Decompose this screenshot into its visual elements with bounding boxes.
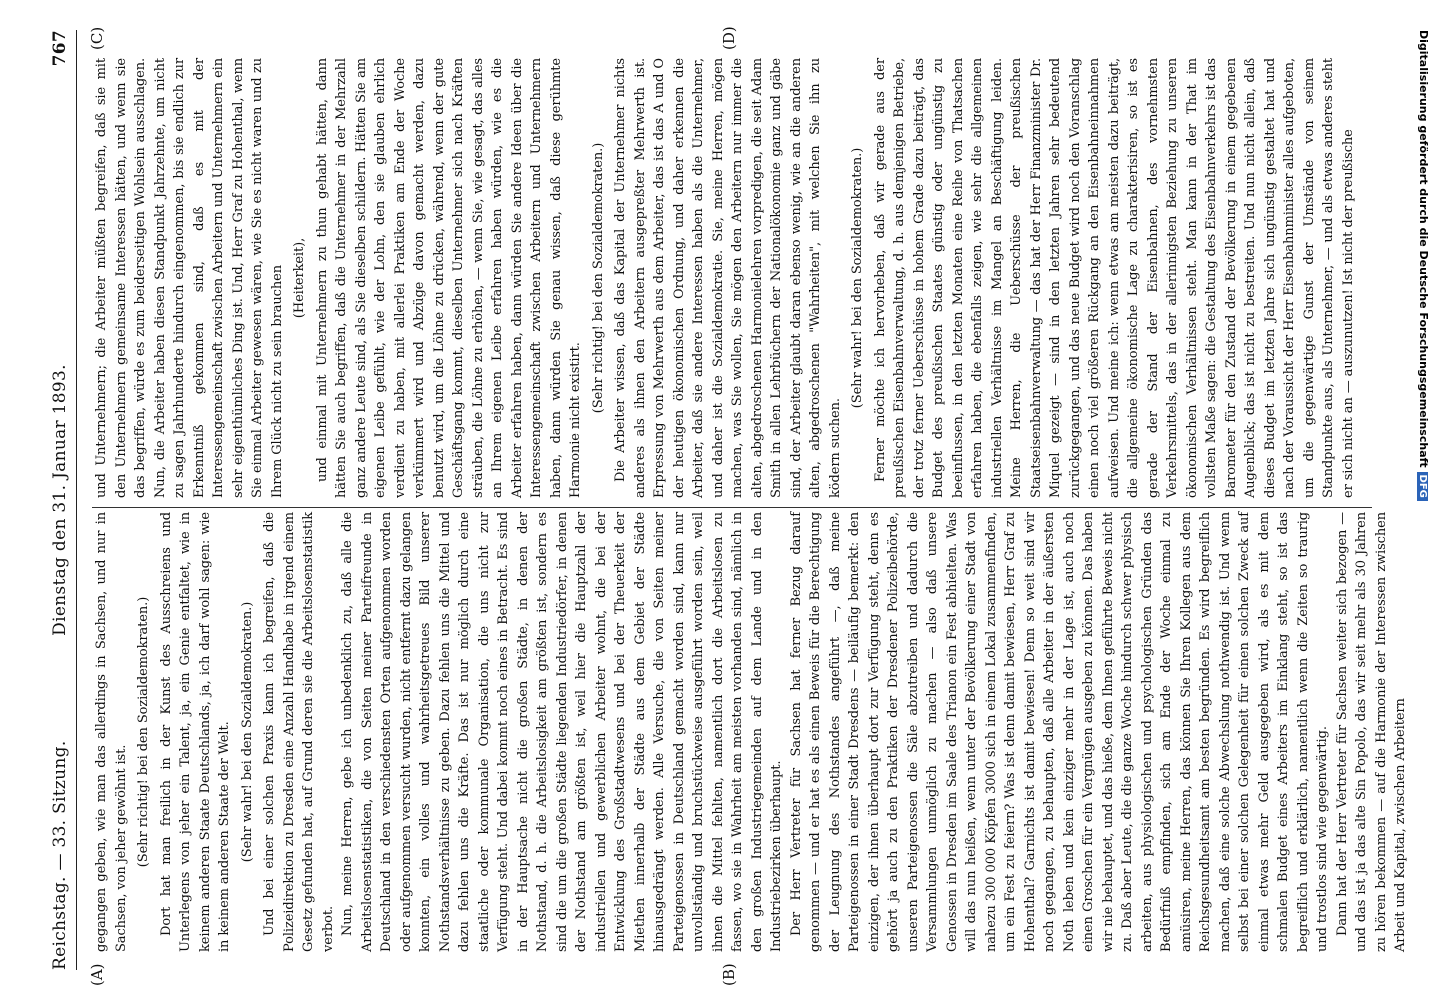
page-number: 767: [50, 30, 70, 67]
column-divider: [92, 507, 1372, 508]
interjection: (Heiterkeit),: [292, 237, 307, 319]
paragraph: und einmal mit Unternehmern zu thun gehabt hätten, dann hätten Sie auch begriffen, daß die Unternehmer in der Mehrzahl ganz andere Leute sind, als Sie dieselben schildern. Hätten Sie am eigenen Leibe gefühlt, wie der Lohn, den sie glauben ehrlich verdient zu haben, mit allerlei Praktiken am Ende der Woche verkümmert wird und Abzüge davon gemacht werden, dazu benutzt wird, um die Löhne zu drücken, während, wenn der gute Geschäftsgang kommt, dieselben Unternehmer sich nach Kräften sträuben, die Löhne zu erhöhen, — wenn Sie, wie gesagt, das alles an Ihrem eigenen Leibe erfahren haben würden, wie es die Arbeiter erfahren haben, dann würden Sie andere Ideen über die Interessengemeinschaft zwischen Arbeitern und Unternehmern haben, dann würden Sie genau wissen, daß diese gerühmte Harmonie nicht existirt.: [314, 58, 583, 498]
paragraph: und Unternehmern; die Arbeiter müßten begreifen, daß sie mit den Unternehmern gemeinsame Interessen hätten, und wenn sie das begriffen, würde es zum beiderseitigen Wohlsein ausschlagen. Nun, die Arbeiter haben diesen Standpunkt Jahrzehnte, um nicht zu sagen Jahrhunderte hindurch eingenommen, bis sie endlich zur Erkenntniß gekommen sind, daß es mit der Interessengemeinschaft zwischen Arbeitern und Unternehmern ein sehr eigenthümliches Ding ist. Und, Herr Graf zu Hohenthal, wenn Sie einmal Arbeiter gewesen wären, wie Sie es nicht waren und zu Ihrem Glück nicht zu sein brauchen: [94, 58, 285, 498]
paragraph: Ferner möchte ich hervorheben, daß wir gerade aus der preußischen Eisenbahnverwaltung, d. h. aus demjenigen Betriebe, der trotz ferner Ueberschüsse in hohem Grade dazu beiträgt, das Budget des preußischen Staates günstig oder ungünstig zu beeinflussen, in den letzten Monaten eine Reihe von Thatsachen erfahren haben, die ebenfalls zeigen, wie sehr die allgemeinen industriellen Verhältnisse im Mangel an Beschäftigung leiden. Meine Herren, die Ueberschüsse der preußischen Staatseisenbahnverwaltung — das hat der Herr Finanzminister Dr. Miquel gezeigt — sind in den letzten Jahren sehr bedeutend zurückgegangen, und das neue Budget wird noch den Voranschlag einen noch viel größeren Rückgang an den Eisenbahneinnahmen aufweisen. Und meine ich: wenn etwas am meisten dazu beiträgt, die allgemeine ökonomische Lage zu charakterisiren, so ist es gerade der Stand der Eisenbahnen, des vornehmsten Verkehrsmittels, das in der allerinnigsten Beziehung zu unseren ökonomischen Verhältnissen steht. Man kann in der That im vollsten Maße sagen: die Gestaltung des Eisenbahnverkehrs ist das Barometer für den Zustand der Bevölkerung in einem gegebenen Augenblick; das ist nicht zu bestreiten. Und nun nicht allein, daß dieses Budget im letzten Jahre sich ungünstig gestaltet hat und nach der Voraussicht der Herr Eisenbahnminister alles aufgeboten, um die gegenwärtige Gunst der Umstände von seinem Standpunkte aus, als Unternehmer, — und als etwas anderes steht er sich nicht an — auszunutzen! Ist nicht der preußische: [872, 58, 1356, 498]
dfg-credit: Digitalisierung gefördert durch die Deutsche Forschungsgemeinschaft: [1417, 30, 1430, 468]
paragraph: Der Herr Vertreter für Sachsen hat ferner Bezug darauf genommen — und er hat es als einen Beweis für die Berechtigung der Leugnung des Nothstandes angeführt —, daß meine Parteigenossen in einer Stadt Dresdens — beiläufig bemerkt: den einzigen, der ihnen überhaupt dort zur Verfügung steht, denn es gehört ja auch zu den Praktiken der Dresdener Polizeibehörde, unseren Parteigenossen die Säle abzutreiben und dadurch die Versammlungen unmöglich zu machen — also daß unsere Genossen in Dresden im Saale des Trianon ein Fest abhielten. Was will das nun heißen, wenn unter der Bevölkerung einer Stadt von nahezu 300 000 Köpfen 3000 sich in einem Lokal zusammenfinden, um ein Fest zu feiern? Was ist denn damit bewiesen, Herr Graf zu Hohenthal? Garnichts ist damit bewiesen! Denn so weit sind wir noch gegangen, zu behaupten, daß alle Arbeiter in der äußersten Noth leben und kein einziger mehr in der Lage ist, auch noch einen Groschen für ein Vergnügen ausgeben zu können. Das haben wir nie behauptet, und das hieße, dem Ihnen geführte Beweis nicht zu. Daß aber Leute, die die ganze Woche hindurch schwer physisch arbeiten, aus physiologischen und psychologischen Gründen das Bedürfniß empfinden, sich am Ende der Woche einmal zu amüsiren, meine Herren, das können Sie Ihren Kollegen aus dem Reichsgesundheitsamt am besten begründen. Es wird begreiflich machen, daß eine solche Abwechslung nothwendig ist. Und wenn selbst bei einer solchen Gelegenheit für einen solchen Zweck auf einmal etwas mehr Geld ausgegeben wird, als es mit dem schmalen Budget eines Arbeiters im Einklang steht, so ist das begreiflich und erklärlich, namentlich wenn die Zeiten so traurig und trostlos sind wie gegenwärtig.: [788, 512, 1330, 952]
paragraph: Nun, meine Herren, gebe ich unbedenklich zu, daß alle die Arbeitslosenstatistiken, die von Seiten meiner Parteifreunde in Deutschland in den verschiedensten Orten aufgenommen worden oder aufgenommen versucht wurden, nicht entfernt dazu gelangen konnten, ein volles und wahrheitsgetreues Bild unserer Nothstandsverhältnisse zu geben. Dazu fehlen uns die Mittel und dazu fehlen uns die Kräfte. Das ist nur möglich durch eine staatliche oder kommunale Organisation, die uns nicht zur Verfügung steht. Und dabei kommt noch eines in Betracht. Es sind in der Hauptsache nicht die großen Städte, in denen der Nothstand, d. h. die Arbeitslosigkeit am größten ist, sondern es sind die um die großen Städte liegenden Industriedörfer, in denen der Nothstand am größten ist, weil hier die Hauptzahl der industriellen und gewerblichen Arbeiter wohnt, die bei der Entwicklung des Großstadtwesens und bei der Theuerkeit der Miethen innerhalb der Städte aus dem Gebiet der Städte hinausgedrängt werden. Alle Versuche, die von Seiten meiner Parteigenossen in Deutschland gemacht worden sind, kann nur unvollständig und bruchstückweise ausgeführt worden sein, weil ihnen die Mittel fehlten, namentlich dort die Arbeitslosen zu fassen, wo sie in Wahrheit am meisten vorhanden sind, nämlich in den großen Industriegemeinden auf dem Lande und in den Industriebezirken überhaupt.: [340, 512, 784, 952]
interjection: (Sehr richtig! bei den Sozialdemokraten.): [136, 596, 151, 868]
marker-d: (D): [720, 26, 738, 50]
text-column-right: [92, 58, 1358, 498]
header-date: Dienstag den 31. Januar 1893.: [50, 364, 70, 636]
paragraph: gegangen geben, wie man das allerdings in Sachsen, und nur in Sachsen, von jeher gewöhnt ist.: [94, 512, 129, 952]
dfg-logo: DFG: [1417, 472, 1428, 501]
footer-strip: [1404, 30, 1430, 970]
paragraph: Die Arbeiter wissen, daß das Kapital der Unternehmer nichts anderes als ihnen den Arbeitern ausgepreßter Mehrwerth ist. Erpressung von Mehrwerth aus dem Arbeiter, das ist das A und O der heutigen ökonomischen Ordnung, und daher erkennen die Arbeiter, daß sie andere Interessen haben als die Unternehmer, und daher ist die Sozialdemokratie. Sie, meine Herren, mögen machen, was Sie wollen, Sie mögen den Arbeitern nur immer die alten, abgedroschenen Harmonielehren vorpredigen, die seit Adam Smith in allen Lehrbüchern der Nationalökonomie ganz und gäbe sind, der Arbeiter glaubt daran ebenso wenig, wie an die anderen alten, abgedroschenen "Wahrheiten", mit welchen Sie ihn zu ködern suchen.: [613, 58, 843, 498]
paragraph: Dann hat der Herr Vertreter für Sachsen weiter sich bezogen — und das ist ja das alte Sin Popolo, das wir seit mehr als 30 Jahren zu hören bekommen — auf die Harmonie der Interessen zwischen Arbeit und Kapital, zwischen Arbeitern: [1334, 512, 1408, 952]
paragraph: Und bei einer solchen Praxis kann ich begreifen, daß die Polizeidirektion zu Dresden eine Anzahl Handhabe in irgend einem Gesetz gefunden hat, auf Grund deren sie die Arbeitslosenstatistik verbot.: [262, 512, 336, 952]
interjection: (Sehr wahr! bei den Sozialdemokraten.): [239, 601, 255, 863]
marker-a: (A): [88, 963, 106, 986]
paragraph: Dort hat man freilich in der Kunst des Ausschreiens und Unterlegens von jeher ein Talent, ja, ein Genie entfaltet, wie in keinem anderen Staate Deutschlands, ja, ich darf wohl sagen: wie in keinem anderen Staate der Welt.: [158, 512, 232, 952]
marker-b: (B): [720, 963, 738, 986]
interjection: (Sehr wahr! bei den Sozialdemokraten.): [850, 147, 865, 409]
marker-c: (C): [88, 26, 106, 50]
header-left: Reichstag. — 33. Sitzung.: [50, 740, 70, 970]
text-column-left: [92, 512, 1411, 952]
interjection: (Sehr richtig! bei den Sozialdemokraten.): [590, 142, 606, 414]
page-header: [40, 30, 77, 970]
